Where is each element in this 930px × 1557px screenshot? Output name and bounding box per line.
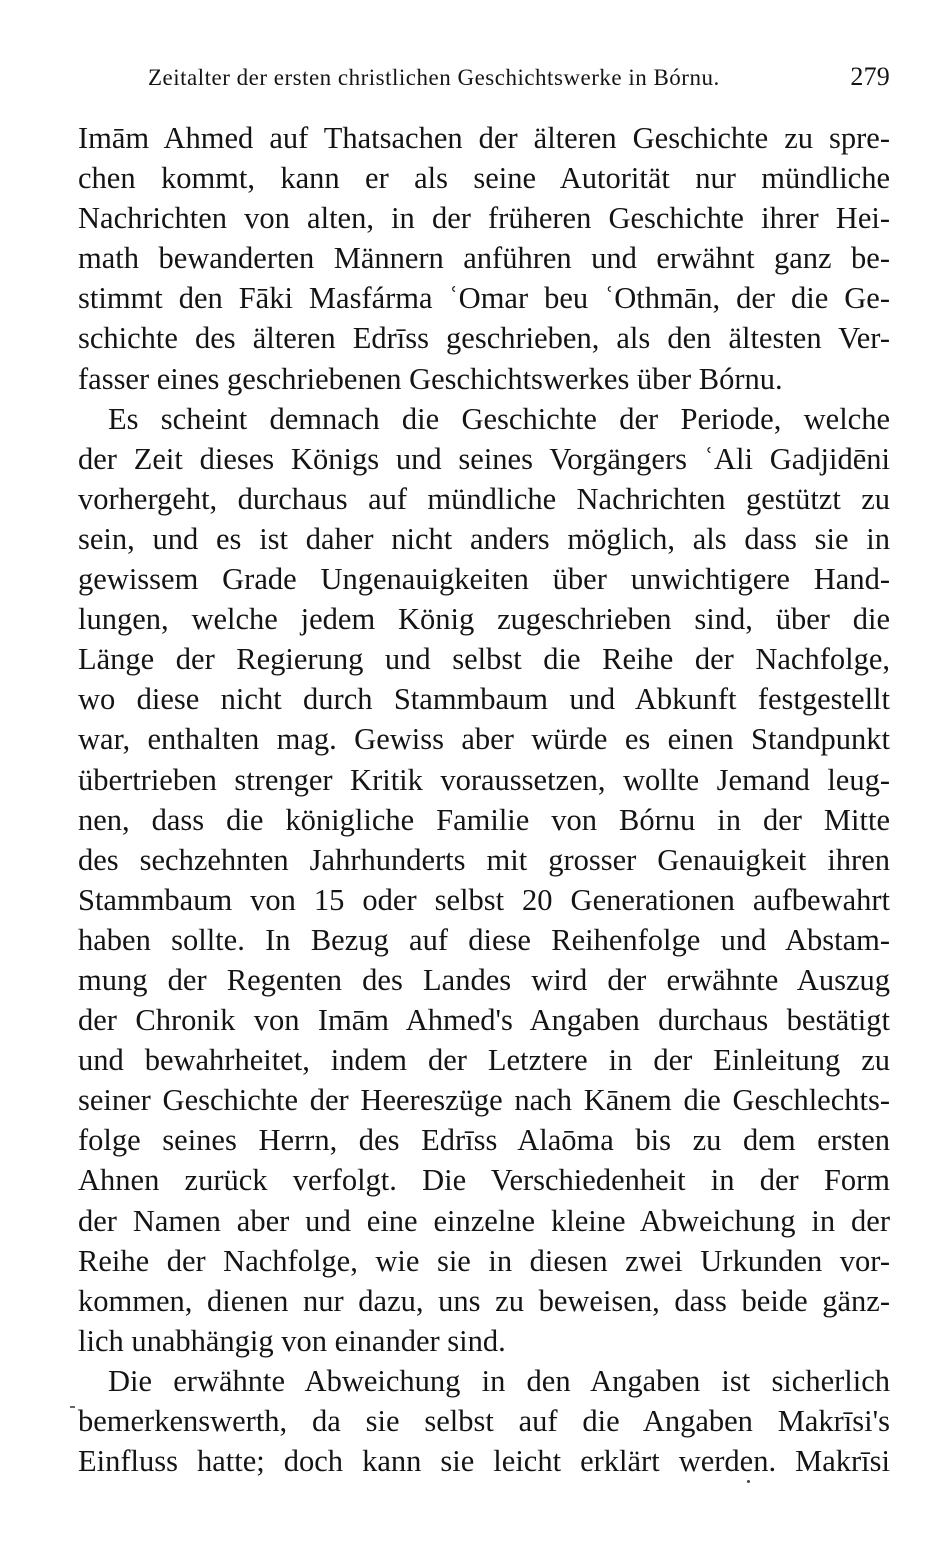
print-speck	[747, 1480, 750, 1483]
text-line: Länge der Regierung und selbst die Reihe der Nachfolge,	[78, 642, 890, 677]
text-line: stimmt den Fāki Masfárma ʿOmar beu ʿOthmān, der die Ge-	[78, 281, 890, 316]
text-line: chen kommt, kann er als seine Autorität nur mündliche	[78, 161, 890, 196]
text-line: der Chronik von Imām Ahmed's Angaben durchaus bestätigt	[78, 1003, 890, 1038]
running-head	[148, 62, 890, 92]
text-line: war, enthalten mag. Gewiss aber würde es einen Standpunkt	[78, 722, 890, 757]
text-line: haben sollte. In Bezug auf diese Reihenfolge und Abstam-	[78, 922, 890, 957]
text-line: bemerkenswerth, da sie selbst auf die Angaben Makrīsi's	[78, 1404, 890, 1438]
text-line: lungen, welche jedem König zugeschrieben sind, über die	[78, 602, 890, 637]
text-line: wo diese nicht durch Stammbaum und Abkunft festgestellt	[78, 682, 890, 717]
paragraph	[78, 118, 890, 399]
text-line: schichte des älteren Edrīss geschrieben, als den ältesten Ver-	[78, 321, 890, 356]
text-line: vorhergeht, durchaus auf mündliche Nachrichten gestützt zu	[78, 481, 890, 516]
text-line: Reihe der Nachfolge, wie sie in diesen zwei Urkunden vor-	[78, 1243, 890, 1278]
text-line: Imām Ahmed auf Thatsachen der älteren Geschichte zu spre-	[78, 121, 890, 155]
text-line: lich unabhängig von einander sind.	[78, 1323, 506, 1358]
text-line: mung der Regenten des Landes wird der erwähnte Auszug	[78, 962, 890, 997]
text-line: Einfluss hatte; doch kann sie leicht erklärt werden. Makrīsi	[78, 1444, 890, 1479]
text-line: Es scheint demnach die Geschichte der Periode, welche	[108, 401, 890, 436]
text-line: und bewahrheitet, indem der Letztere in der Einleitung zu	[78, 1043, 890, 1078]
text-line: seiner Geschichte der Heereszüge nach Kānem die Geschlechts-	[78, 1083, 890, 1118]
text-line: übertrieben strenger Kritik voraussetzen, wollte Jemand leug-	[78, 762, 890, 797]
print-speck	[70, 1406, 75, 1408]
text-line: fasser eines geschriebenen Geschichtswerkes über Bórnu.	[78, 361, 783, 396]
text-line: folge seines Herrn, des Edrīss Alaōma bis zu dem ersten	[78, 1123, 890, 1158]
text-line: nen, dass die königliche Familie von Bórnu in der Mitte	[78, 802, 890, 837]
text-line: gewissem Grade Ungenauigkeiten über unwichtigere Hand-	[78, 562, 890, 597]
paragraph	[78, 399, 890, 1361]
text-line: math bewanderten Männern anführen und erwähnt ganz be-	[78, 241, 890, 276]
text-line: kommen, dienen nur dazu, uns zu beweisen, dass beide gänz-	[78, 1283, 890, 1318]
text-line: Nachrichten von alten, in der früheren Geschichte ihrer Hei-	[78, 201, 890, 236]
text-line: sein, und es ist daher nicht anders möglich, als dass sie in	[78, 521, 890, 556]
page-number: 279	[850, 62, 890, 91]
running-head-title: Zeitalter der ersten christlichen Geschichtswerke in Bórnu.	[148, 65, 720, 90]
body-text	[78, 118, 890, 1481]
text-line: der Namen aber und eine einzelne kleine Abweichung in der	[78, 1203, 890, 1238]
text-line: Die erwähnte Abweichung in den Angaben ist sicherlich	[108, 1363, 890, 1398]
text-line: der Zeit dieses Königs und seines Vorgängers ʿAli Gadjidēni	[78, 441, 890, 476]
text-line: Stammbaum von 15 oder selbst 20 Generationen aufbewahrt	[78, 882, 890, 917]
text-line: Ahnen zurück verfolgt. Die Verschiedenheit in der Form	[78, 1163, 890, 1198]
paragraph	[78, 1361, 890, 1481]
text-line: des sechzehnten Jahrhunderts mit grosser Genauigkeit ihren	[78, 842, 890, 877]
